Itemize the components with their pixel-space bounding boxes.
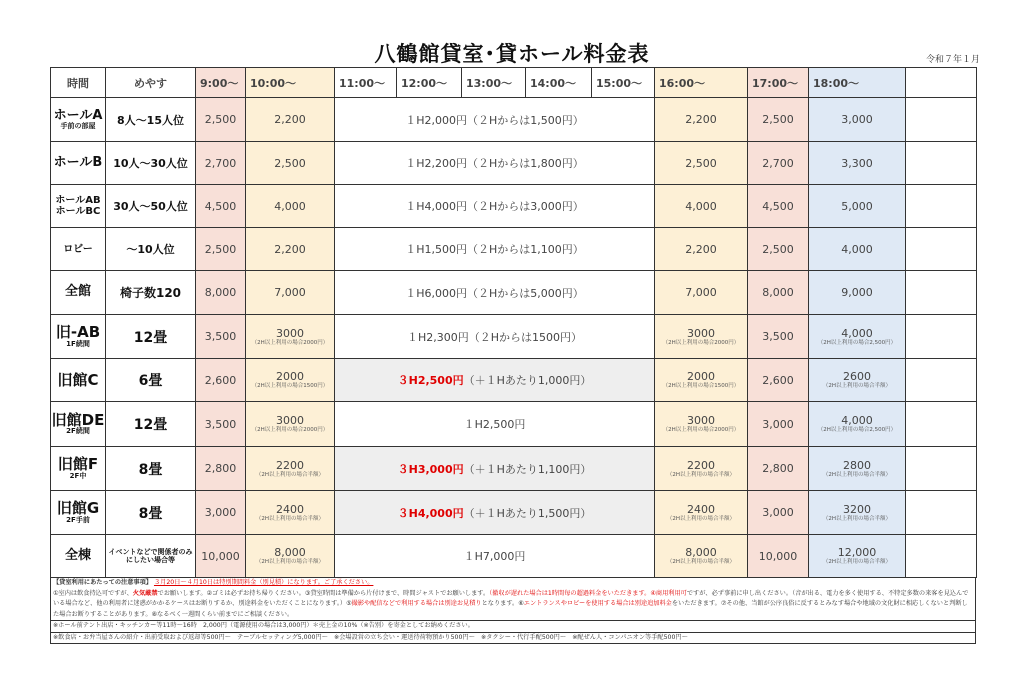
price-midday-main: ３H3,000円: [397, 462, 464, 476]
price-midday: １H2,300円（２Hからは1500円）: [335, 315, 655, 359]
table-row: [51, 491, 977, 535]
price-18-note: （2H以上利用の場合半額）: [822, 559, 892, 566]
price-16-note: （2H以上利用の場合1500円）: [662, 383, 740, 390]
capacity: 6畳: [106, 359, 196, 402]
price-18-note: （2H以上利用の場合半額）: [822, 515, 892, 522]
room-sub: 1F続間: [66, 339, 90, 348]
capacity: 8畳: [106, 491, 196, 535]
price-17: 3,500: [748, 315, 809, 359]
room-name-2: ホールBC: [55, 206, 101, 217]
room-sub: 2F続間: [66, 427, 90, 436]
price-16: 8,000: [685, 546, 717, 560]
price-16-note: （2H以上利用の場合2000円）: [662, 427, 740, 434]
price-10-note: （2H以上利用の場合2000円）: [251, 339, 329, 346]
room-name: 旧館C: [57, 370, 99, 389]
room-name: 全館: [64, 284, 91, 300]
room-sub: 手前の部屋: [60, 121, 96, 130]
price-16: 3000: [687, 326, 715, 340]
price-10: 7,000: [246, 271, 335, 315]
price-10: 2,200: [246, 228, 335, 271]
price-10: 3000: [276, 414, 304, 428]
blank-cell: [906, 447, 977, 491]
price-17: 4,500: [748, 185, 809, 228]
table-row: [51, 271, 977, 315]
blank-cell: [906, 491, 977, 535]
price-10-note: （2H以上利用の場合半額）: [255, 559, 325, 566]
price-16: 4,000: [655, 185, 748, 228]
price-midday-main: ３H2,500円: [397, 374, 464, 387]
price-midday: １H7,000円: [335, 535, 655, 578]
capacity: イベントなどで関係者のみにしたい場合等: [106, 535, 196, 578]
price-16: 2,200: [655, 228, 748, 271]
capacity: 30人～50人位: [106, 185, 196, 228]
price-10-note: （2H以上利用の場合半額）: [255, 515, 325, 522]
price-9: 2,600: [196, 359, 246, 402]
price-midday: １H1,500円（２Hからは1,100円）: [335, 228, 655, 271]
room-name: 全棟: [64, 547, 91, 563]
price-10: 2,500: [246, 142, 335, 185]
price-17: 3,000: [748, 491, 809, 535]
price-17: 2,800: [748, 447, 809, 491]
price-18: 3,000: [809, 98, 906, 142]
header-12: 12:00～: [397, 68, 462, 98]
price-17: 2,700: [748, 142, 809, 185]
table-row: [51, 535, 977, 578]
price-18: 4,000: [809, 228, 906, 271]
special-period-notice: ３月20日～４月10日は特別期間料金（別見積）になります。ご了承ください。: [153, 579, 374, 586]
price-16-note: （2H以上利用の場合半額）: [666, 559, 736, 566]
price-16: 7,000: [655, 271, 748, 315]
price-midday-extra: （＋１Hあたり1,100円）: [463, 462, 592, 476]
price-18: 3200: [843, 502, 871, 516]
price-17: 2,500: [748, 98, 809, 142]
price-10-note: （2H以上利用の場合2000円）: [251, 427, 329, 434]
price-10-note: （2H以上利用の場合1500円）: [251, 383, 329, 390]
blank-cell: [906, 228, 977, 271]
price-10: 2400: [276, 502, 304, 516]
header-11: 11:00～: [335, 68, 397, 98]
capacity: 10人～30人位: [106, 142, 196, 185]
capacity: 8人～15人位: [106, 98, 196, 142]
table-row: [51, 359, 977, 402]
capacity: 12畳: [106, 315, 196, 359]
room-name: 旧-AB: [55, 323, 101, 342]
blank-cell: [906, 271, 977, 315]
price-16-note: （2H以上利用の場合半額）: [666, 515, 736, 522]
notes-header: 【貸室利用にあたっての注意事項】 ３月20日～４月10日は特別期間料金（別見積）になります。ご了承ください。: [53, 579, 374, 586]
price-17: 2,600: [748, 359, 809, 402]
price-17: 8,000: [748, 271, 809, 315]
price-10: 2000: [276, 370, 304, 384]
price-9: 3,500: [196, 402, 246, 447]
header-9: 9:00～: [196, 68, 246, 98]
blank-cell: [906, 185, 977, 228]
price-18: 3,300: [809, 142, 906, 185]
price-18-note: （2H以上利用の場合半額）: [822, 471, 892, 478]
table-row: [51, 402, 977, 447]
blank-cell: [906, 98, 977, 142]
price-18-note: （2H以上利用の場合半額）: [822, 383, 892, 390]
table-row: [51, 447, 977, 491]
price-18-note: （2H以上利用の場合2,500円）: [817, 339, 897, 346]
price-10-note: （2H以上利用の場合半額）: [255, 471, 325, 478]
header-row: [51, 68, 977, 98]
blank-cell: [906, 315, 977, 359]
price-10: 2,200: [246, 98, 335, 142]
blank-cell: [906, 535, 977, 578]
header-10: 10:00～: [246, 68, 335, 98]
room-name: 旧館F: [57, 455, 99, 474]
price-17: 2,500: [748, 228, 809, 271]
capacity: ～10人位: [106, 228, 196, 271]
price-9: 2,800: [196, 447, 246, 491]
header-16: 16:00～: [655, 68, 748, 98]
room-sub: 2F中: [69, 471, 87, 480]
capacity: 12畳: [106, 402, 196, 447]
header-blank: [906, 68, 977, 98]
price-midday-extra: （＋１Hあたり1,500円）: [463, 506, 592, 520]
table-row: [51, 228, 977, 271]
room-name: 旧館G: [56, 499, 100, 518]
page-title: 八鶴館貸室･貸ホール料金表: [374, 42, 650, 66]
price-9: 2,500: [196, 228, 246, 271]
price-10: 2200: [276, 458, 304, 472]
price-10: 3000: [276, 326, 304, 340]
price-18: 4,000: [841, 326, 873, 340]
room-name: 旧館DE: [51, 410, 105, 429]
price-9: 8,000: [196, 271, 246, 315]
price-18: 12,000: [837, 546, 877, 560]
header-18: 18:00～: [809, 68, 906, 98]
price-10: 8,000: [274, 546, 306, 560]
room-name: ロビー: [63, 243, 93, 255]
room-sub: 2F手前: [66, 515, 90, 524]
price-16: 2000: [687, 370, 715, 384]
blank-cell: [906, 142, 977, 185]
price-16-note: （2H以上利用の場合半額）: [666, 471, 736, 478]
issue-date: 令和７年１月: [925, 55, 980, 65]
blank-cell: [906, 359, 977, 402]
price-17: 10,000: [748, 535, 809, 578]
price-midday: １H2,500円: [335, 402, 655, 447]
price-midday: １H2,000円（２Hからは1,500円）: [335, 98, 655, 142]
price-9: 2,500: [196, 98, 246, 142]
price-midday: １H4,000円（２Hからは3,000円）: [335, 185, 655, 228]
price-18-note: （2H以上利用の場合2,500円）: [817, 427, 897, 434]
price-table: [50, 67, 977, 578]
price-17: 3,000: [748, 402, 809, 447]
header-15: 15:00～: [592, 68, 655, 98]
price-18: 2800: [843, 458, 871, 472]
room-name: ホールAB: [55, 195, 101, 206]
room-name: ホールB: [53, 154, 103, 170]
room-name: ホールA: [53, 107, 103, 123]
header-13: 13:00～: [462, 68, 526, 98]
price-16-note: （2H以上利用の場合2000円）: [662, 339, 740, 346]
price-16: 2,500: [655, 142, 748, 185]
notes-services: ※飲食店・お弁当屋さんの紹介・出前受取および返却等500円～ テーブルセッティング5,000円～ ※会場設営の立ち会い・運送待荷物預かり500円～ ※タクシー・代行手配500円～ ※配ぜん人・コンパニオン等手配500円～: [51, 632, 975, 644]
notes-tent: ※ホール前テント出店・キッチンカー等11時～16時 2,000円（電源使用の場合は3,000円）＊売上金の10%（※告別）を寄金としてお納めください。: [51, 620, 975, 632]
header-17: 17:00～: [748, 68, 809, 98]
price-9: 3,500: [196, 315, 246, 359]
price-10: 4,000: [246, 185, 335, 228]
notes-body: ①室内は飲食持込可ですが、火気厳禁でお願いします。②ゴミは必ずお持ち帰りください。③貸室時間は準備から片付けまで、時間ジャストでお願いします。（撤収が遅れた場合は1時間毎の超過料金をいただきます。④商用利用可ですが、必ず事前に申し出ください。（音が出る、電力を多く使用する、不特定多数の来客を見込んでいる場合など、他の利用者に迷惑がかかるケースはお断りするか、別途料金をいただくことになります。）⑤撮影や配信などで利用する場合は別途お見積りとなります。⑥エントランスやロビーを使用する場合は別途追加料金をいただきます。⑦その他、当館が公序良俗に反するとみなす場合や地域の文化財に相応しくないと判断した場合お断りすることがあります。⑧なるべく一週間くらい前までにご相談ください。: [53, 589, 969, 618]
price-9: 4,500: [196, 185, 246, 228]
price-16: 3000: [687, 414, 715, 428]
header-meyasu: めやす: [106, 68, 196, 98]
table-row: [51, 185, 977, 228]
price-18: 9,000: [809, 271, 906, 315]
price-18: 2600: [843, 370, 871, 384]
capacity: 8畳: [106, 447, 196, 491]
table-row: [51, 98, 977, 142]
price-18: 5,000: [809, 185, 906, 228]
notes-section: [50, 577, 976, 644]
price-16: 2200: [687, 458, 715, 472]
price-18: 4,000: [841, 414, 873, 428]
price-16: 2,200: [655, 98, 748, 142]
header-14: 14:00～: [526, 68, 592, 98]
price-9: 10,000: [196, 535, 246, 578]
blank-cell: [906, 402, 977, 447]
table-row: [51, 315, 977, 359]
price-midday-extra: （＋１Hあたり1,000円）: [463, 374, 592, 387]
price-9: 2,700: [196, 142, 246, 185]
table-row: [51, 142, 977, 185]
header-jikan: 時間: [51, 68, 106, 98]
price-midday-main: ３H4,000円: [397, 506, 464, 520]
price-16: 2400: [687, 502, 715, 516]
price-midday: １H2,200円（２Hからは1,800円）: [335, 142, 655, 185]
price-midday: １H6,000円（２Hからは5,000円）: [335, 271, 655, 315]
price-9: 3,000: [196, 491, 246, 535]
capacity: 椅子数120: [106, 271, 196, 315]
